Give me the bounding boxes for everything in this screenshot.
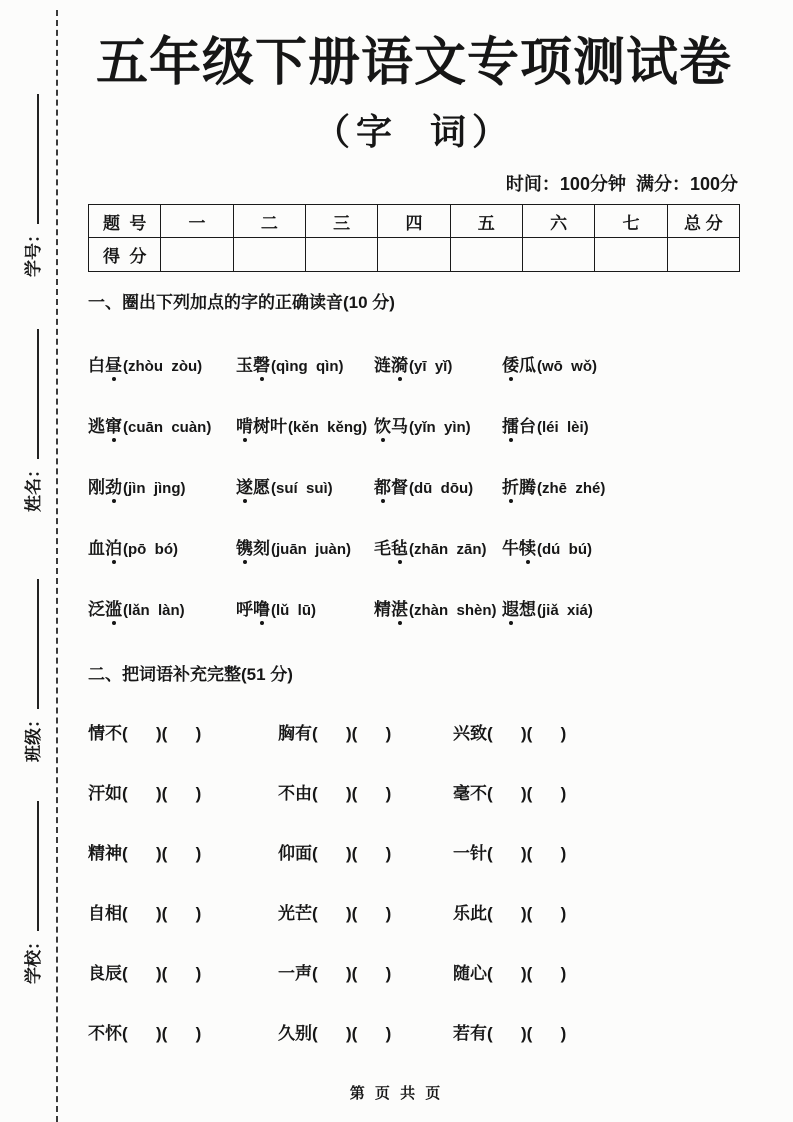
pinyin-item — [236, 473, 374, 498]
name-blank-line — [24, 329, 39, 459]
score-cell — [522, 238, 594, 272]
pinyin-options: (wō wǒ) — [537, 358, 597, 375]
pinyin-options: (qìng qìn) — [271, 358, 344, 375]
column-2: 二 — [233, 205, 305, 238]
pinyin-row — [88, 412, 740, 437]
idiom-item — [88, 719, 278, 744]
idiom-item — [278, 1019, 453, 1044]
pinyin-item — [374, 595, 502, 620]
score-table-header-row — [89, 205, 740, 238]
score-cell — [233, 238, 305, 272]
idiom-blanks: ( )( ) — [487, 1024, 567, 1043]
pinyin-options: (suí suì) — [271, 480, 333, 497]
idiom-blanks: ( )( ) — [122, 964, 202, 983]
dotted-char: 漪 — [391, 351, 408, 376]
idiom-item — [88, 1019, 278, 1044]
idiom-stem: 情不 — [88, 724, 122, 743]
pinyin-item — [374, 534, 502, 559]
school-label: 学校： — [24, 933, 43, 984]
dotted-char: 昼 — [105, 351, 122, 376]
word-post: 督 — [391, 478, 408, 497]
score-cell — [450, 238, 522, 272]
idiom-item — [278, 899, 453, 924]
score-cell — [378, 238, 450, 272]
dotted-char: 擂 — [502, 412, 519, 437]
idiom-item — [278, 959, 453, 984]
dotted-char: 噜 — [253, 595, 270, 620]
pinyin-options: (jiǎ xiá) — [537, 602, 593, 619]
pinyin-options: (jìn jìng) — [123, 480, 186, 497]
word-pre: 牛 — [502, 539, 519, 558]
pinyin-options: (zhān zān) — [409, 541, 487, 558]
dotted-char: 都 — [374, 473, 391, 498]
score-cell — [305, 238, 377, 272]
idiom-blanks: ( )( ) — [122, 724, 202, 743]
column-total: 总 分 — [667, 205, 739, 238]
pinyin-item — [236, 351, 374, 376]
pinyin-item — [502, 473, 740, 498]
student-id-field — [19, 77, 41, 277]
class-field — [19, 562, 41, 762]
idiom-stem: 乐此 — [453, 904, 487, 923]
idiom-stem: 一声 — [278, 964, 312, 983]
idiom-blanks: ( )( ) — [312, 724, 392, 743]
idiom-blanks: ( )( ) — [487, 844, 567, 863]
pinyin-row — [88, 595, 740, 620]
idiom-item — [453, 1019, 740, 1044]
pinyin-item — [88, 412, 236, 437]
dotted-char: 倭 — [502, 351, 519, 376]
word-pre: 逃 — [88, 417, 105, 436]
idiom-blanks: ( )( ) — [312, 844, 392, 863]
dotted-char: 劲 — [105, 473, 122, 498]
page-number-footer: 第 页 共 页 — [349, 1085, 444, 1102]
dotted-char: 饮 — [374, 412, 391, 437]
idiom-stem: 不由 — [278, 784, 312, 803]
binding-dashed-line — [56, 10, 58, 1122]
pinyin-item — [502, 351, 740, 376]
word-pre: 白 — [88, 356, 105, 375]
idiom-row — [88, 899, 740, 924]
idiom-stem: 自相 — [88, 904, 122, 923]
word-post: 刻 — [253, 539, 270, 558]
idiom-item — [88, 839, 278, 864]
idiom-row — [88, 1019, 740, 1044]
pinyin-item — [236, 412, 374, 437]
paper-subtitle: （字 词） — [313, 111, 514, 152]
word-pre: 血 — [88, 539, 105, 558]
idiom-blanks: ( )( ) — [122, 1024, 202, 1043]
idiom-stem: 久别 — [278, 1024, 312, 1043]
word-pre: 涟 — [374, 356, 391, 375]
idiom-stem: 仰面 — [278, 844, 312, 863]
time-score-info: 时间：100分钟 满分：100分 — [505, 174, 738, 194]
pinyin-options: (dú bú) — [537, 541, 592, 558]
idiom-blanks: ( )( ) — [312, 1024, 392, 1043]
pinyin-item — [502, 534, 740, 559]
score-table-score-row — [89, 238, 740, 272]
idiom-item — [453, 899, 740, 924]
column-7: 七 — [595, 205, 667, 238]
section-1-heading: 一、圈出下列加点的字的正确读音(10 分) — [88, 293, 395, 312]
name-field — [19, 312, 41, 512]
word-pre: 精 — [374, 600, 391, 619]
idiom-blanks: ( )( ) — [312, 904, 392, 923]
pinyin-options: (juān juàn) — [271, 541, 351, 558]
score-label: 得 分 — [89, 238, 161, 272]
word-post: 想 — [519, 600, 536, 619]
idiom-stem: 精神 — [88, 844, 122, 863]
pinyin-options: (lǎn làn) — [123, 602, 185, 619]
dotted-char: 遂 — [236, 473, 253, 498]
dotted-char: 犊 — [519, 534, 536, 559]
score-cell — [595, 238, 667, 272]
idiom-blanks: ( )( ) — [312, 784, 392, 803]
idiom-stem: 胸有 — [278, 724, 312, 743]
word-pre: 呼 — [236, 600, 253, 619]
idiom-item — [278, 839, 453, 864]
pinyin-item — [374, 473, 502, 498]
question-number-label: 题 号 — [89, 205, 161, 238]
column-1: 一 — [161, 205, 233, 238]
pinyin-row — [88, 473, 740, 498]
idiom-item — [278, 719, 453, 744]
dotted-char: 镌 — [236, 534, 253, 559]
pinyin-row — [88, 534, 740, 559]
idiom-blanks: ( )( ) — [122, 784, 202, 803]
word-pre: 刚 — [88, 478, 105, 497]
pinyin-options: (kěn kěng) — [288, 419, 368, 436]
word-post: 台 — [519, 417, 536, 436]
column-6: 六 — [522, 205, 594, 238]
pinyin-item — [88, 595, 236, 620]
idiom-blanks: ( )( ) — [487, 964, 567, 983]
idiom-stem: 随心 — [453, 964, 487, 983]
pinyin-row — [88, 351, 740, 376]
idiom-item — [88, 779, 278, 804]
name-label: 姓名： — [24, 461, 43, 512]
pinyin-item — [374, 351, 502, 376]
pinyin-options: (yǐn yìn) — [409, 419, 471, 436]
score-cell — [667, 238, 739, 272]
pinyin-item — [502, 412, 740, 437]
pinyin-options: (zhòu zòu) — [123, 358, 203, 375]
idiom-blanks: ( )( ) — [487, 724, 567, 743]
idiom-blanks: ( )( ) — [312, 964, 392, 983]
paper-title: 五年级下册语文专项测试卷 — [95, 34, 732, 92]
idiom-row — [88, 719, 740, 744]
word-post: 树叶 — [253, 417, 287, 436]
dotted-char: 毡 — [391, 534, 408, 559]
idiom-row — [88, 779, 740, 804]
word-pre: 毛 — [374, 539, 391, 558]
pinyin-item — [88, 473, 236, 498]
idiom-row — [88, 959, 740, 984]
pinyin-options: (pō bó) — [123, 541, 178, 558]
score-cell — [161, 238, 233, 272]
idiom-stem: 若有 — [453, 1024, 487, 1043]
idiom-stem: 良辰 — [88, 964, 122, 983]
idiom-row — [88, 839, 740, 864]
dotted-char: 滥 — [105, 595, 122, 620]
pinyin-options: (léi lèi) — [537, 419, 589, 436]
idiom-blanks: ( )( ) — [487, 904, 567, 923]
dotted-char: 磬 — [253, 351, 270, 376]
student-id-blank-line — [24, 94, 39, 224]
idiom-stem: 毫不 — [453, 784, 487, 803]
dotted-char: 湛 — [391, 595, 408, 620]
word-post: 瓜 — [519, 356, 536, 375]
pinyin-item — [502, 595, 740, 620]
idiom-item — [88, 899, 278, 924]
column-4: 四 — [378, 205, 450, 238]
pinyin-options: (yī yǐ) — [409, 358, 453, 375]
section-2-heading: 二、把词语补充完整(51 分) — [88, 665, 293, 684]
pinyin-item — [236, 534, 374, 559]
dotted-char: 遐 — [502, 595, 519, 620]
column-3: 三 — [305, 205, 377, 238]
idiom-stem: 兴致 — [453, 724, 487, 743]
paper-content — [88, 0, 740, 1044]
word-post: 腾 — [519, 478, 536, 497]
idiom-item — [278, 779, 453, 804]
score-table — [88, 204, 740, 272]
school-field — [19, 784, 41, 984]
pinyin-item — [374, 412, 502, 437]
idiom-item — [453, 719, 740, 744]
pinyin-options: (dū dōu) — [409, 480, 474, 497]
word-pre: 玉 — [236, 356, 253, 375]
student-id-label: 学号： — [24, 226, 43, 277]
pinyin-item — [88, 534, 236, 559]
idiom-stem: 不怀 — [88, 1024, 122, 1043]
class-label: 班级： — [24, 711, 43, 762]
pinyin-options: (zhàn shèn) — [409, 602, 497, 619]
pinyin-item — [88, 351, 236, 376]
dotted-char: 泊 — [105, 534, 122, 559]
word-post: 愿 — [253, 478, 270, 497]
school-blank-line — [24, 801, 39, 931]
idiom-item — [453, 839, 740, 864]
dotted-char: 啃 — [236, 412, 253, 437]
pinyin-options: (zhē zhé) — [537, 480, 606, 497]
class-blank-line — [24, 579, 39, 709]
idiom-stem: 汗如 — [88, 784, 122, 803]
pinyin-options: (lǔ lū) — [271, 602, 316, 619]
idiom-item — [88, 959, 278, 984]
idiom-blanks: ( )( ) — [122, 904, 202, 923]
pinyin-item — [236, 595, 374, 620]
column-5: 五 — [450, 205, 522, 238]
idiom-blanks: ( )( ) — [487, 784, 567, 803]
idiom-stem: 光芒 — [278, 904, 312, 923]
word-post: 马 — [391, 417, 408, 436]
dotted-char: 窜 — [105, 412, 122, 437]
idiom-item — [453, 959, 740, 984]
idiom-item — [453, 779, 740, 804]
idiom-blanks: ( )( ) — [122, 844, 202, 863]
pinyin-options: (cuān cuàn) — [123, 419, 212, 436]
idiom-stem: 一针 — [453, 844, 487, 863]
dotted-char: 折 — [502, 473, 519, 498]
word-pre: 泛 — [88, 600, 105, 619]
